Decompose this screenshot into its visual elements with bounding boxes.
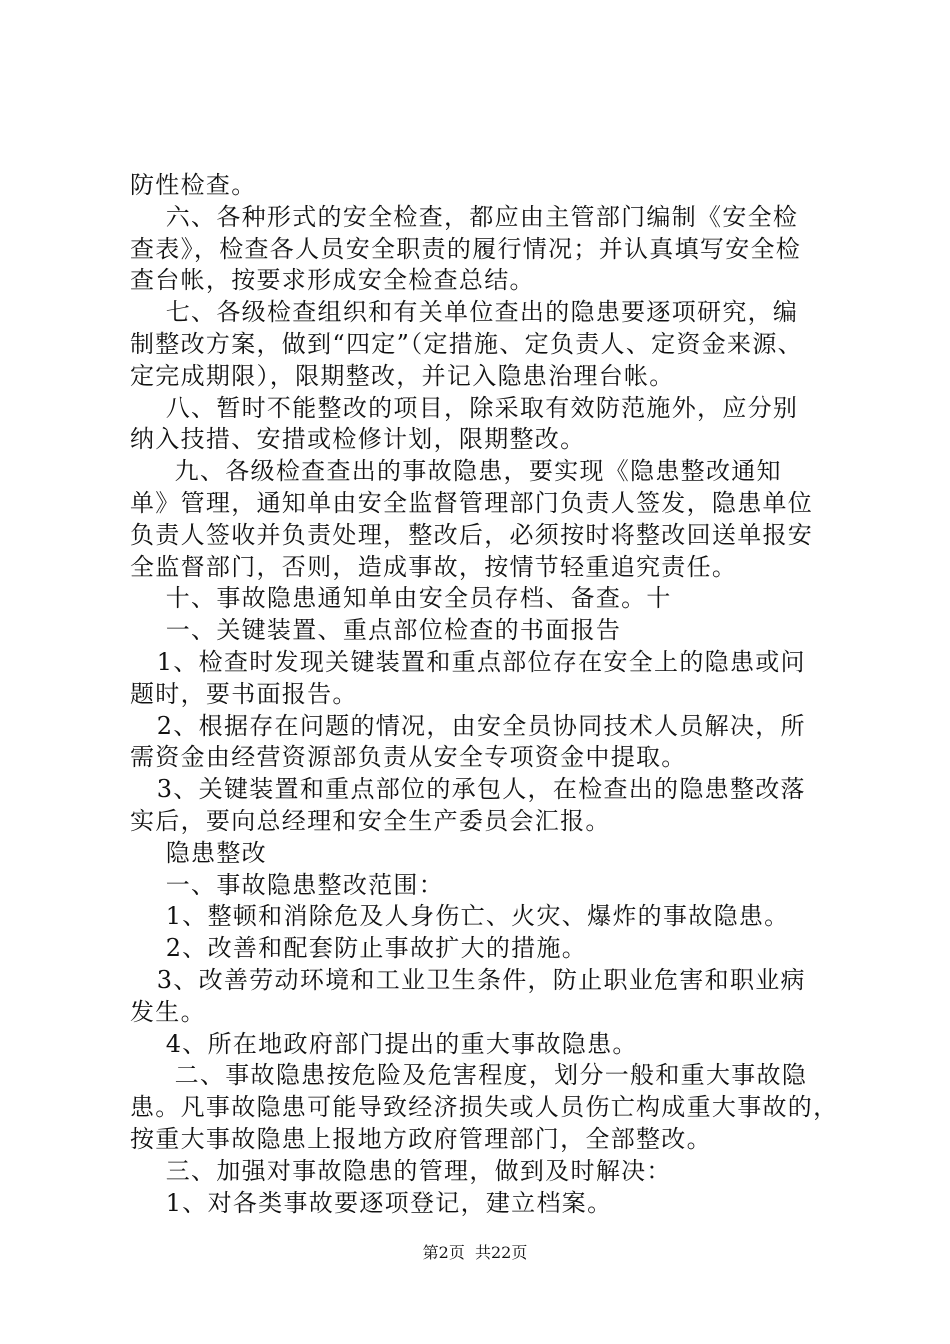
text-line: 1、对各类事故要逐项登记，建立档案。 [130, 1188, 613, 1217]
text-line: 2、根据存在问题的情况，由安全员协同技术人员解决，所 [130, 711, 806, 740]
text-line: 二、事故隐患按危险及危害程度，划分一般和重大事故隐 [130, 1061, 808, 1090]
text-line: 十、事故隐患通知单由安全员存档、备查。十 [130, 584, 672, 613]
text-line: 三、加强对事故隐患的管理，做到及时解决： [130, 1156, 672, 1185]
text-line: 4、所在地政府部门提出的重大事故隐患。 [130, 1029, 638, 1058]
text-line: 全监督部门，否则，造成事故，按情节轻重追究责任。 [130, 552, 738, 581]
text-line: 一、关键装置、重点部位检查的书面报告 [130, 616, 622, 645]
text-line: 按重大事故隐患上报地方政府管理部门，全部整改。 [130, 1124, 712, 1153]
text-line: 查台帐，按要求形成安全检查总结。 [130, 266, 535, 295]
text-line: 2、改善和配套防止事故扩大的措施。 [130, 934, 588, 963]
text-line: 六、各种形式的安全检查，都应由主管部门编制《安全检 [130, 202, 799, 231]
page-number-footer: 第2页 共22页 [422, 1243, 528, 1262]
text-line: 防性检查。 [130, 171, 257, 199]
text-line: 实后，要向总经理和安全生产委员会汇报。 [130, 806, 611, 835]
text-line: 发生。 [130, 997, 206, 1026]
text-line: 负责人签收并负责处理，整改后，必须按时将整改回送单报安 [130, 520, 814, 549]
text-line: 九、各级检查查出的事故隐患，要实现《隐患整改通知 [130, 457, 782, 486]
section-heading: 隐患整改 [130, 838, 267, 867]
text-line: 七、各级检查组织和有关单位查出的隐患要逐项研究，编 [130, 298, 799, 327]
text-line: 1、整顿和消除危及人身伤亡、火灾、爆炸的事故隐患。 [130, 902, 790, 931]
text-line: 一、事故隐患整改范围： [130, 870, 445, 899]
document-body [130, 170, 850, 1219]
text-line: 八、暂时不能整改的项目，除采取有效防范施外，应分别 [130, 393, 799, 422]
text-line: 查表》，检查各人员安全职责的履行情况；并认真填写安全检 [130, 234, 802, 263]
text-line: 患。凡事故隐患可能导致经济损失或人员伤亡构成重大事故的， [130, 1093, 839, 1122]
text-line: 定完成期限），限期整改，并记入隐患治理台帐。 [130, 361, 675, 390]
text-line: 3、改善劳动环境和工业卫生条件，防止职业危害和职业病 [130, 965, 806, 994]
text-line: 3、关键装置和重点部位的承包人，在检查出的隐患整改落 [130, 775, 806, 804]
text-line: 题时，要书面报告。 [130, 679, 358, 708]
text-line: 单》管理，通知单由安全监督管理部门负责人签发，隐患单位 [130, 488, 814, 517]
text-line: 需资金由经营资源部负责从安全专项资金中提取。 [130, 743, 687, 772]
text-line: 1、检查时发现关键装置和重点部位存在安全上的隐患或问 [130, 647, 806, 676]
text-line: 制整改方案，做到“四定”（定措施、定负责人、定资金来源、 [130, 329, 803, 358]
text-line: 纳入技措、安措或检修计划，限期整改。 [130, 425, 586, 454]
